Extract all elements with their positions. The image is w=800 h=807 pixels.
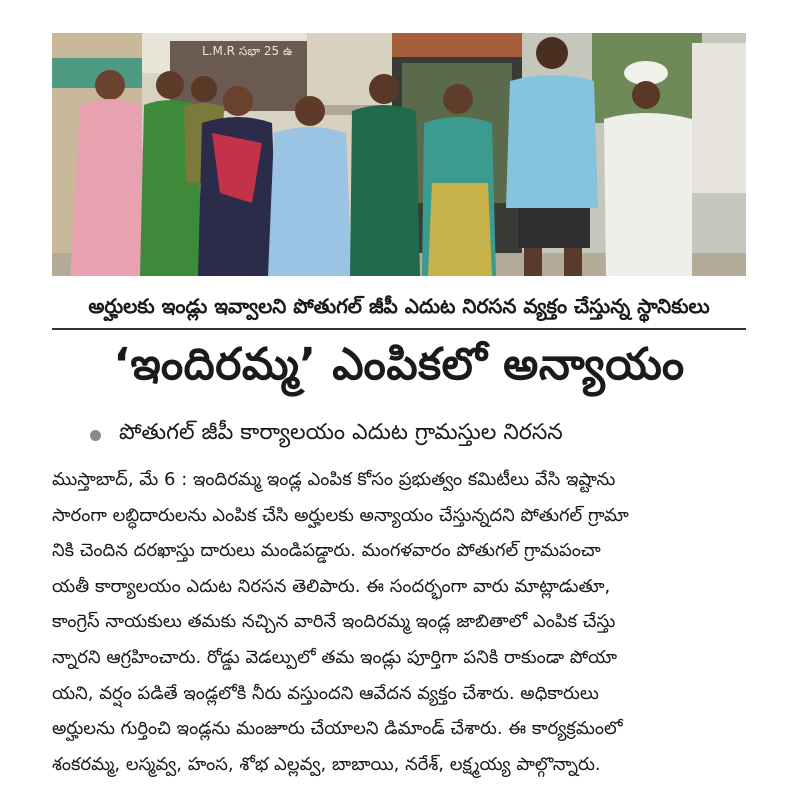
news-photo (52, 33, 746, 276)
article-line: న్నారని ఆగ్రహించారు. రోడ్డు వెడల్పులో తమ ఇండ్లు పూర్తిగా పనికి రాకుండా పోయా (52, 646, 618, 668)
photo-caption: అర్హులకు ఇండ్లు ఇవ్వాలని పోతుగల్ జీపీ ఎదుట నిరసన వ్యక్తం చేస్తున్న స్థానికులు (52, 288, 746, 330)
headline: ‘ఇందిరమ్మ’ ఎంపికలో అన్యాయం (113, 339, 685, 390)
article-body (52, 462, 746, 782)
article-line: కాంగ్రెస్ నాయకులు తమకు నచ్చిన వారినే ఇందిరమ్మ ఇండ్ల జాబితాలో ఎంపిక చేస్తు (52, 611, 616, 633)
article-line: సారంగా లబ్ధిదారులను ఎంపిక చేసి అర్హులకు అన్యాయం చేస్తున్నదని పోతుగల్ గ్రామా (52, 504, 629, 526)
article-line: శంకరమ్మ, లస్మవ్వ, హంస, శోభ ఎల్లవ్వ, బాబాయి, నరేశ్, లక్ష్మయ్య పాల్గొన్నారు. (52, 753, 601, 775)
wall-sign-text: L.M.R సభా 25 ఉ (202, 44, 293, 58)
protesters-photo-illustration (52, 33, 746, 276)
subheadline-text: పోతుగల్ జీపీ కార్యాలయం ఎదుట గ్రామస్తుల నిరసన (119, 420, 563, 445)
article-line: ముస్తాబాద్, మే 6 : ఇందిరమ్మ ఇండ్ల ఎంపిక కోసం ప్రభుత్వం కమిటీలు వేసి ఇష్టాను (52, 469, 616, 490)
article-line: నికి చెందిన దరఖాస్తు దారులు మండిపడ్డారు. మంగళవారం పోతుగల్ గ్రామపంచా (52, 540, 601, 562)
article-line: యతీ కార్యాలయం ఎదుట నిరసన తెలిపారు. ఈ సందర్భంగా వారు మాట్లాడుతూ, (52, 575, 611, 597)
bullet-icon (90, 430, 101, 441)
subheadline (90, 417, 730, 453)
article-line: అర్హులను గుర్తించి ఇండ్లను మంజూరు చేయాలని డిమాండ్ చేశారు. ఈ కార్యక్రమంలో (52, 718, 623, 740)
article-line: యని, వర్షం పడితే ఇండ్లలోకి నీరు వస్తుందని ఆవేదన వ్యక్తం చేశారు. అధికారులు (52, 682, 599, 704)
